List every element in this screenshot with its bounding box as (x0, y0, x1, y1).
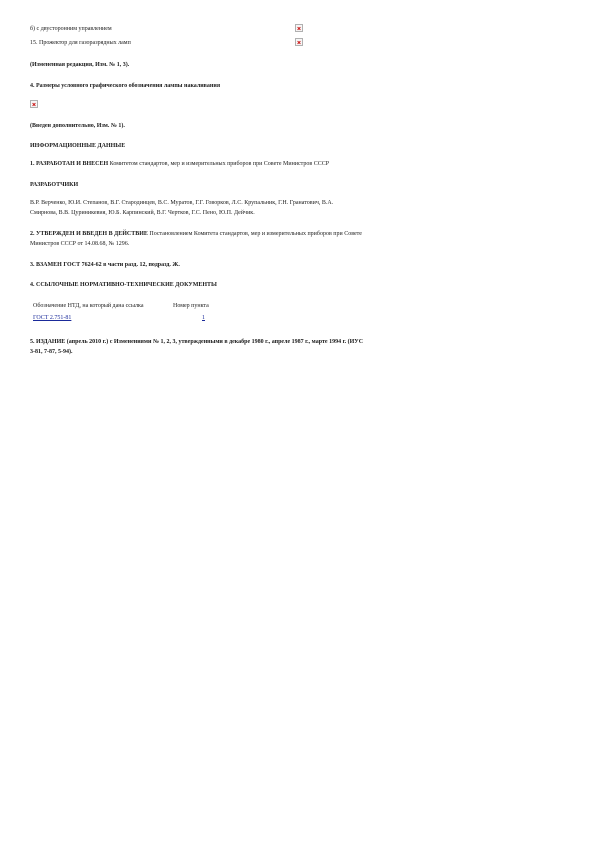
broken-image-icon (30, 100, 38, 108)
info-item-5: 5. ИЗДАНИЕ (апрель 2010 г.) с Изменениями № 1, 2, 3, утвержденными в декабре 1980 г., апреле 1987 г., марте 1994 г. (ИУС (30, 339, 364, 345)
item-b-text: б) с двусторонним управлением (30, 26, 112, 32)
info-header: ИНФОРМАЦИОННЫЕ ДАННЫЕ (30, 143, 126, 149)
info-item-2-text: Постановлением Комитета стандартов, мер и измерительных приборов при Совете (147, 231, 362, 237)
info-item-4: 4. ССЫЛОЧНЫЕ НОРМАТИВНО-ТЕХНИЧЕСКИЕ ДОКУМЕНТЫ (30, 282, 217, 288)
ref-doc-link[interactable]: ГОСТ 2.751-81 (33, 315, 72, 321)
added-note: (Введен дополнительно, Изм. № 1). (30, 123, 125, 129)
developers-line-2: Смирнова, В.В. Цуриникевия, Ю.Б. Карпинский, В.Г. Чертков, Г.С. Пено, Ю.П. Дейчик. (30, 210, 255, 216)
info-item-1-label: 1. РАЗРАБОТАН И ВНЕСЕН (30, 161, 109, 167)
info-item-3: 3. ВЗАМЕН ГОСТ 7624-62 в части разд. 12, подразд. Ж. (30, 262, 180, 268)
ref-header-doc: Обозначение НТД, на который дана ссылка (33, 303, 144, 309)
info-item-1 (30, 160, 565, 168)
edition-note: (Измененная редакция, Изм. № 1, 3). (30, 62, 130, 68)
info-item-2-cont: Министров СССР от 14.08.68, № 1296. (30, 241, 130, 247)
ref-point-link[interactable]: 1 (202, 315, 205, 321)
info-item-1-text: Комитетом стандартов, мер и измерительных приборов при Совете Министров СССР (108, 161, 330, 167)
ref-header-point: Номер пункта (173, 303, 209, 309)
info-item-5-cont: 3-81, 7-87, 5-94). (30, 349, 73, 355)
developers-line-1: В.Р. Верченко, Ю.И. Степанов, В.Г. Стародинцев, В.С. Муратов, Г.Г. Говорков, Л.С. Крупальник, Г.Н. Гранатович, В.А. (30, 200, 334, 206)
section4-title: 4. Размеры условного графического обозначения лампы накаливания (30, 83, 221, 89)
broken-image-icon (295, 24, 303, 32)
item-15-text: 15. Прожектор для газоразрядных ламп (30, 40, 131, 46)
broken-image-icon (295, 38, 303, 46)
info-item-2-label: 2. УТВЕРЖДЕН И ВВЕДЕН В ДЕЙСТВИЕ (30, 231, 148, 237)
info-item-2 (30, 230, 565, 238)
developers-header: РАЗРАБОТЧИКИ (30, 182, 79, 188)
